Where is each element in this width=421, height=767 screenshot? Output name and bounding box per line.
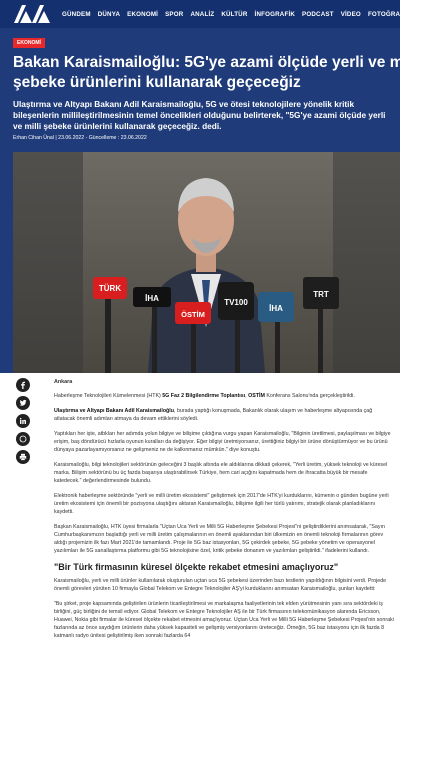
main-nav	[62, 0, 404, 28]
paragraph-3: Yaptıkları her işte, atbkları her adımda yolun bilgiye ve bilişime çıktığına vurgu yapan Karaismailoğlu, "Bilginin üretilmesi, paylaşılması ve bilgiye erişim, baş döndürücü hızlarla oyunun kuralları da değişiyor. Eğer bilgiyi üretmiyorsanız, ürettiğiniz bilgiyi bir ürüne dönüştürmüyor ve bu ürünü dünyaya pazarlayamıyorsanız ne gelişmeniz ne de kalkınmanız mümkün." diye konuştu.	[54, 431, 391, 453]
paragraph-4: Karaismailoğlu, bilgi teknolojileri sektörünün geleceğini 3 başlık altında ele aldıklarına dikkati çekerek, "Yerli üretim, yüksek teknoloji ve küresel marka. Bilişim sektörünü bu üç fazda başarıya ulaştırabilirsek Türkiye, hem cari açığını kapatmada hem de ihracatta büyük bir mesafe katedecek." değerlendirmesinde bulundu.	[54, 462, 388, 484]
nav-gundem[interactable]: GÜNDEM	[62, 10, 91, 18]
p1-text-end: Konferans Salonu'nda gerçekleştirildi.	[264, 393, 355, 399]
linkedin-icon[interactable]	[16, 414, 30, 428]
nav-fotograf[interactable]: FOTOĞRAF	[367, 10, 405, 18]
paragraph-2	[54, 407, 394, 423]
article-subheading: "Bir Türk firmasının küresel ölçekte rekabet etmesini amaçlıyoruz"	[54, 562, 339, 572]
nav-spor[interactable]: SPOR	[165, 10, 184, 18]
mic-label-2: İHA	[145, 294, 159, 303]
article-summary	[13, 99, 400, 132]
mic-label-3: ÖSTİM	[181, 310, 205, 319]
paragraph-6: Başkan Karaismailoğlu, HTK üyesi firmalarla "Uçtan Uca Yerli ve Milli 5G Haberleşme Şebekesi Projesi"ni geliştirdiklerini anımsatarak, "Sayın Cumhurbaşkanımızın başlattığı yerli ve milli üretim çalışmalarının en önemli ayaklarından biri ülkemizin en önemli teknoloji firmalarının görev aldığı projemizin ilk fazı Mart 2021'de tamamlandı. Proje ile 5G baz istasyonları, 5G çekirdek şebeke, 5G şebeke yönetim ve operasyonel yazılımları ile 5G sanallaştırma platformu gibi 5G teknolojisine özel, kritik şebeke donanım ve yazılımları geliştirildi." ifadelerini kullandı.	[54, 524, 385, 554]
mic-label-6: TRT	[313, 290, 329, 299]
p2-text: , burada yaptığı konuşmada, Bakanlık olarak ulaşım ve haberleşme altyapısında çağ atlatacak önemli adımları atmaya da devam ettiklerini söyledi.	[54, 408, 373, 422]
nav-infografik[interactable]: İNFOGRAFİK	[254, 10, 296, 18]
site-header	[0, 0, 405, 28]
summary-line-2: bileşenlerin millileştirilmesinin temel öncelikleri olduğunu belirterek, "5G'ye azami ölçüde yerli	[13, 110, 386, 120]
mic-label-1: TÜRK	[98, 284, 122, 293]
nav-podcast[interactable]: PODCAST	[302, 10, 334, 18]
article-meta: Erhan Cihan Ünal | 23.06.2022 - Güncelleme : 23.06.2022	[13, 135, 147, 141]
p1-link-event[interactable]: 5G Faz 2 Bilgilendirme Toplantısı	[162, 393, 246, 399]
summary-line-1: Ulaştırma ve Altyapı Bakanı Adil Karaismailoğlu, 5G ve ötesi teknolojilere yönelik kritik	[13, 99, 355, 109]
category-badge[interactable]: EKONOMİ	[13, 38, 45, 48]
article-photo	[13, 152, 400, 373]
nav-kultur[interactable]: KÜLTÜR	[221, 10, 248, 18]
nav-video[interactable]: VİDEO	[340, 10, 361, 18]
p1-link-ostim[interactable]: OSTİM	[248, 393, 265, 399]
print-icon[interactable]	[16, 450, 30, 464]
paragraph-1	[54, 392, 394, 400]
nav-ekonomi[interactable]: EKONOMİ	[127, 10, 159, 18]
summary-line-3: ve milli şebeke ürünlerini kullanarak geçeceğiz. dedi.	[13, 121, 222, 131]
share-bar	[16, 378, 32, 464]
p1-sep: ,	[245, 393, 249, 399]
nav-dunya[interactable]: DÜNYA	[97, 10, 121, 18]
article-location: Ankara	[54, 379, 73, 385]
paragraph-7: Karaismailoğlu, yerli ve milli ürünler kullanılarak oluşturulan uçtan uca 5G şebekesi üzerinden bazı testlerin yapıldığının bilgisini verdi. Projede önemli görevleri yürüten 10 firmayla Global Telekom ve Entegre Teknolojiler AŞ'yi kurduklarını anımsatan Karaismailoğlu, şunları kaydetti:	[54, 578, 387, 592]
article-title	[13, 53, 421, 93]
facebook-icon[interactable]	[16, 378, 30, 392]
mic-label-4: TV100	[224, 298, 248, 307]
article-hero	[0, 28, 421, 373]
title-line-1: Bakan Karaismailoğlu: 5G'ye azami ölçüde yerli ve milli	[13, 54, 421, 71]
p2-link-minister[interactable]: Ulaştırma ve Altyapı Bakanı Adil Karaismailoğlu	[54, 408, 175, 414]
aa-logo[interactable]	[12, 3, 52, 25]
title-line-2: şebeke ürünlerini kullanarak geçeceğiz	[13, 74, 301, 91]
mic-label-5: İHA	[269, 304, 283, 313]
twitter-icon[interactable]	[16, 396, 30, 410]
whatsapp-icon[interactable]	[16, 432, 30, 446]
paragraph-5: Elektronik haberleşme sektöründe "yerli ve milli üretim ekosistemi" geliştirmek için 2017'de HTK'yi kurduklarını, kümenin o günden bugüne yerli üretim ekosistemi için önemli bir pozisyona ulaştığını aktaran Karaismailoğlu, bilişime ilgili her türlü yatırımı, stratejik olarak planladıklarını kaydetti.	[54, 493, 389, 515]
p1-text: Haberleşme Teknolojileri Kümelenmesi (HTK)	[54, 393, 163, 399]
paragraph-8: "Bu şirket, proje kapsamında geliştirilen ürünlerin ticarileştirilmesi ve markalaşma faaliyetlerinin tek elden yürütmesinin yanı sıra sektördeki iş birliğini, güç birliğini de temsil ediyor. Global Telekom ve Entegre Teknolojiler AŞ ile bir Türk firmasının telekomünikasyon alanında Ericsson, Huawei, Nokia gibi firmalar ile küresel ölçekte rekabet etmesini amaçlıyoruz. Uçtan Uca Yerli ve Milli 5G Haberleşme Şebekesi Projesi'nin sonraki fazlarında az önce saydığım ürünlerin daha yüksek kapasiteli ve gelişmiş versiyonlarını üreteceğiz. Örneğin, 5G baz istasyonu için ilk fazda 8 katmanlı radyo ünitesi geliştirilmiş iken sonraki fazlarda 64	[54, 601, 394, 639]
article-body	[54, 378, 394, 647]
nav-analiz[interactable]: ANALİZ	[190, 10, 215, 18]
